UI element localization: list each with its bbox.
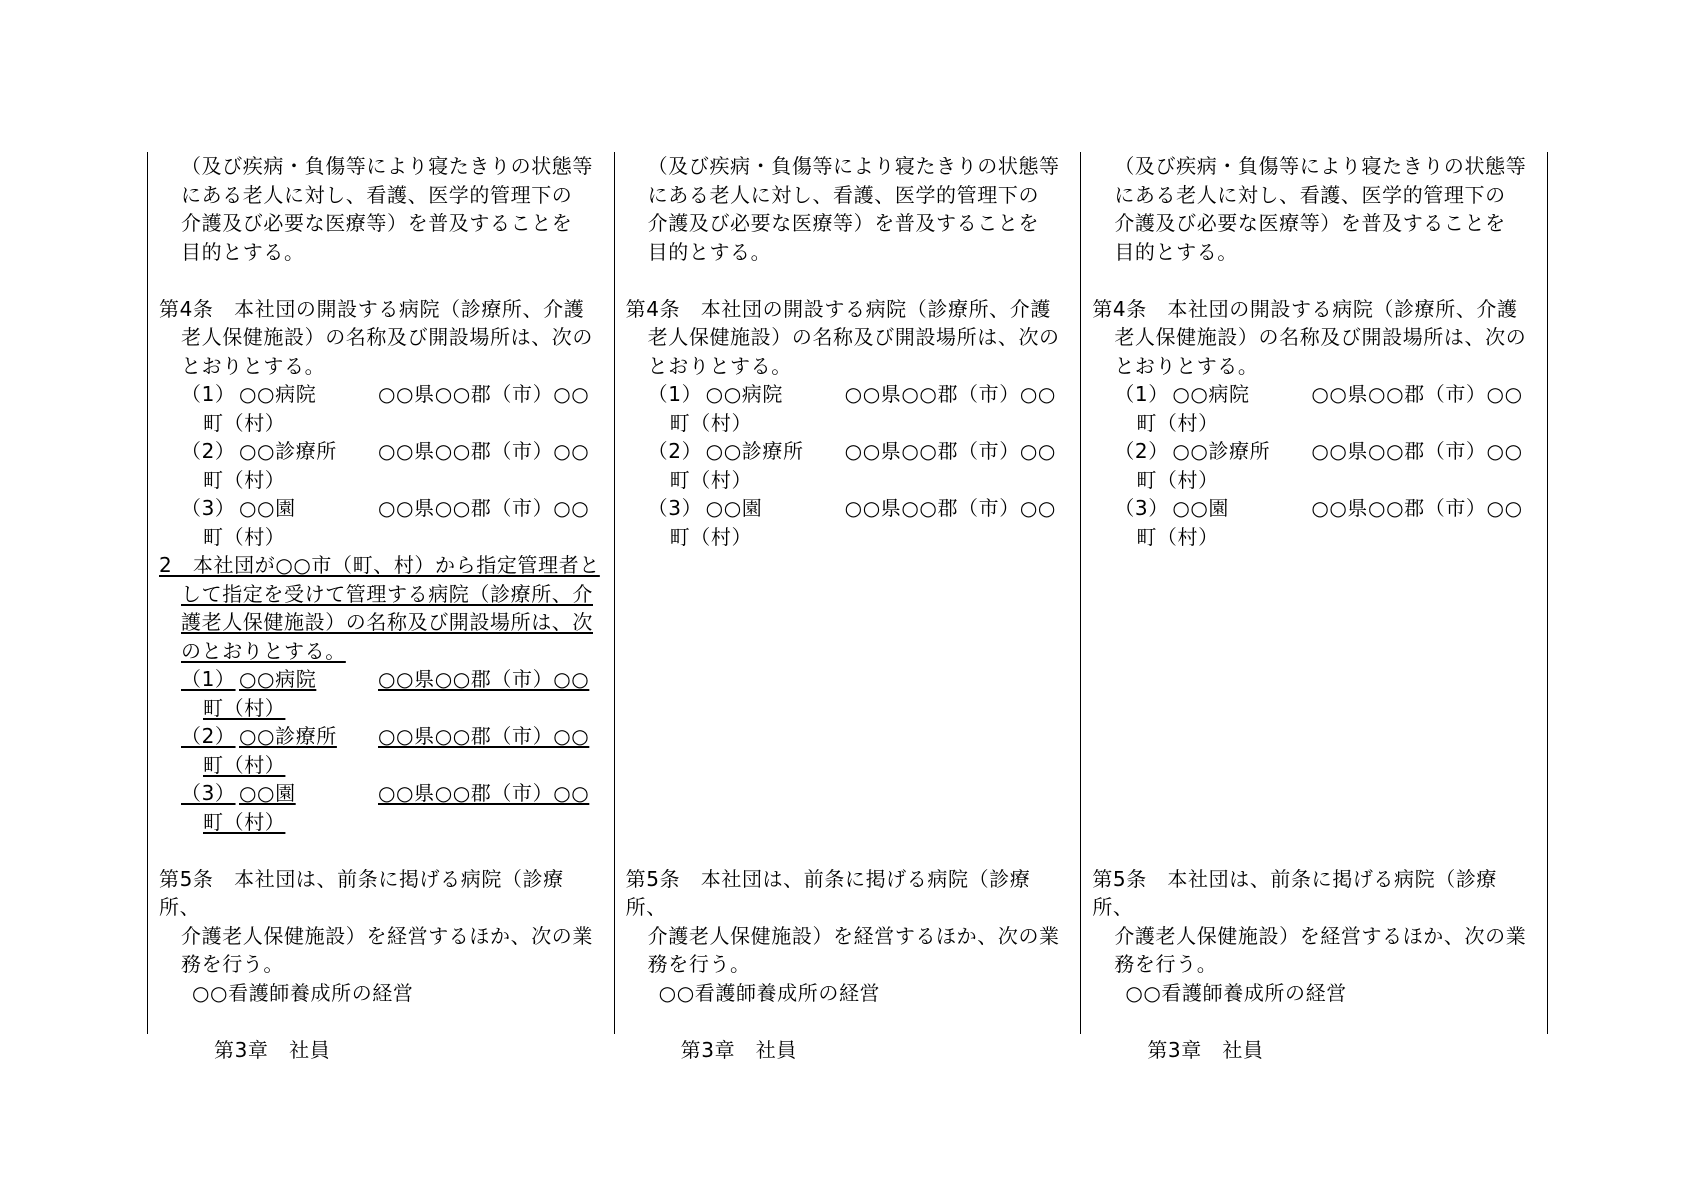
text-line: 介護老人保健施設）を経営するほか、次の業 — [181, 923, 593, 948]
facility-address: ○○県○○郡（市）○○ — [378, 781, 590, 805]
facility-address-cont: 町（村） — [1136, 410, 1219, 435]
facility-address: ○○県○○郡（市）○○ — [1311, 382, 1523, 406]
article-4-paragraph-2 — [159, 551, 604, 665]
text-line: 目的とする。 — [647, 239, 772, 264]
article-5 — [626, 865, 1071, 1008]
article-5 — [1092, 865, 1537, 1008]
chapter-heading: 第3章 社員 — [680, 1037, 797, 1062]
text-line: 介護及び必要な医療等）を普及することを — [1114, 211, 1506, 235]
facility-list-2 — [159, 665, 604, 836]
item-number: （3） — [647, 496, 703, 520]
item-number: （3） — [181, 496, 236, 520]
facility-item — [626, 437, 1071, 494]
chapter-heading: 第3章 社員 — [1147, 1037, 1264, 1062]
chapter-heading: 第3章 社員 — [214, 1037, 331, 1062]
text-line: （及び疾病・負傷等により寝たきりの状態等 — [1114, 154, 1527, 178]
text-line: 介護老人保健施設）を経営するほか、次の業 — [1114, 923, 1527, 948]
text-line: 目的とする。 — [181, 239, 305, 264]
facility-item — [626, 494, 1071, 551]
text-line: 護老人保健施設）の名称及び開設場所は、次 — [181, 610, 593, 634]
facility-item — [159, 494, 604, 551]
facility-address: ○○県○○郡（市）○○ — [1311, 496, 1523, 520]
item-number: （2） — [647, 439, 703, 463]
text-line: 2 本社団が○○市（町、村）から指定管理者と — [159, 553, 600, 577]
facility-name: ○○病院 — [239, 667, 317, 691]
text-line: 務を行う。 — [647, 952, 751, 976]
facility-item — [626, 380, 1071, 437]
item-number: （1） — [181, 382, 236, 406]
facility-address: ○○県○○郡（市）○○ — [1311, 439, 1523, 463]
text-line: して指定を受けて管理する病院（診療所、介 — [181, 581, 593, 606]
text-line: とおりとする。 — [181, 353, 326, 378]
text-line: 老人保健施設）の名称及び開設場所は、次の — [181, 325, 593, 349]
facility-item — [159, 779, 604, 836]
comparison-table — [147, 152, 1548, 1062]
item-number: （3） — [181, 781, 236, 805]
facility-name: ○○診療所 — [705, 439, 804, 463]
text-line: とおりとする。 — [647, 353, 792, 378]
article-4-heading: 第4条 本社団の開設する病院（診療所、介護 — [625, 296, 1051, 321]
facility-address-cont: 町（村） — [203, 809, 286, 834]
facility-address-cont: 町（村） — [1136, 524, 1219, 549]
article-5-heading: 第5条 本社団は、前条に掲げる病院（診療所、 — [1092, 866, 1498, 919]
item-number: （1） — [647, 382, 703, 406]
facility-address: ○○県○○郡（市）○○ — [378, 724, 590, 748]
facility-address-cont: 町（村） — [203, 752, 286, 777]
business-item: ○○看護師養成所の経営 — [658, 980, 881, 1005]
item-number: （2） — [181, 724, 236, 748]
item-number: （3） — [1114, 496, 1169, 520]
text-line: にある老人に対し、看護、医学的管理下の — [647, 182, 1040, 207]
text-line: 介護及び必要な医療等）を普及することを — [647, 211, 1040, 235]
facility-name: ○○診療所 — [239, 439, 337, 463]
item-number: （1） — [181, 667, 236, 691]
item-number: （1） — [1114, 382, 1169, 406]
facility-name: ○○病院 — [705, 382, 783, 406]
business-item: ○○看護師養成所の経営 — [1125, 980, 1347, 1005]
facility-address-cont: 町（村） — [203, 695, 286, 720]
text-line: （及び疾病・負傷等により寝たきりの状態等 — [181, 154, 593, 178]
article-5-heading: 第5条 本社団は、前条に掲げる病院（診療所、 — [159, 866, 564, 919]
item-number: （2） — [1114, 439, 1169, 463]
facility-item — [159, 437, 604, 494]
text-line: 務を行う。 — [1114, 952, 1218, 976]
facility-address: ○○県○○郡（市）○○ — [378, 667, 590, 691]
text-line: のとおりとする。 — [181, 638, 346, 663]
text-line: にある老人に対し、看護、医学的管理下の — [181, 182, 573, 207]
business-item: ○○看護師養成所の経営 — [192, 980, 414, 1005]
text-line: 目的とする。 — [1114, 239, 1238, 264]
text-line: 介護及び必要な医療等）を普及することを — [181, 211, 573, 235]
facility-name: ○○園 — [239, 496, 296, 520]
text-line: （及び疾病・負傷等により寝たきりの状態等 — [647, 154, 1060, 178]
facility-name: ○○園 — [239, 781, 296, 805]
text-line: 老人保健施設）の名称及び開設場所は、次の — [647, 325, 1060, 349]
facility-name: ○○病院 — [1172, 382, 1250, 406]
facility-address-cont: 町（村） — [203, 467, 286, 492]
facility-list — [626, 380, 1071, 551]
text-line: 介護老人保健施設）を経営するほか、次の業 — [647, 923, 1060, 948]
purpose-continuation — [626, 152, 1071, 266]
article-5-heading: 第5条 本社団は、前条に掲げる病院（診療所、 — [625, 866, 1031, 919]
facility-item — [159, 665, 604, 722]
column-3 — [1081, 152, 1548, 1062]
facility-address-cont: 町（村） — [669, 410, 753, 435]
purpose-continuation — [1092, 152, 1537, 266]
facility-address-cont: 町（村） — [203, 410, 286, 435]
facility-address-cont: 町（村） — [669, 467, 753, 492]
facility-item — [1092, 494, 1537, 551]
facility-address: ○○県○○郡（市）○○ — [378, 496, 590, 520]
facility-list — [1092, 380, 1537, 551]
text-line: 務を行う。 — [181, 952, 284, 976]
facility-address-cont: 町（村） — [1136, 467, 1219, 492]
facility-address: ○○県○○郡（市）○○ — [844, 439, 1056, 463]
text-line: とおりとする。 — [1114, 353, 1259, 378]
purpose-continuation — [159, 152, 604, 266]
facility-name: ○○園 — [1172, 496, 1230, 520]
article-5 — [159, 865, 604, 1008]
facility-address: ○○県○○郡（市）○○ — [844, 496, 1056, 520]
column-2 — [615, 152, 1082, 1062]
facility-item — [1092, 437, 1537, 494]
article-4 — [626, 295, 1071, 381]
facility-item — [1092, 380, 1537, 437]
text-line: にある老人に対し、看護、医学的管理下の — [1114, 182, 1506, 207]
article-4-heading: 第4条 本社団の開設する病院（診療所、介護 — [159, 296, 585, 321]
facility-name: ○○診療所 — [1172, 439, 1271, 463]
article-4 — [159, 295, 604, 381]
column-1 — [148, 152, 615, 1062]
facility-name: ○○病院 — [239, 382, 317, 406]
facility-item — [159, 722, 604, 779]
facility-list — [159, 380, 604, 551]
facility-name: ○○園 — [705, 496, 763, 520]
facility-item — [159, 380, 604, 437]
item-number: （2） — [181, 439, 236, 463]
facility-address-cont: 町（村） — [669, 524, 753, 549]
facility-address-cont: 町（村） — [203, 524, 286, 549]
facility-address: ○○県○○郡（市）○○ — [378, 382, 590, 406]
text-line: 老人保健施設）の名称及び開設場所は、次の — [1114, 325, 1527, 349]
article-4 — [1092, 295, 1537, 381]
facility-address: ○○県○○郡（市）○○ — [378, 439, 590, 463]
article-4-heading: 第4条 本社団の開設する病院（診療所、介護 — [1092, 296, 1518, 321]
facility-address: ○○県○○郡（市）○○ — [844, 382, 1056, 406]
facility-name: ○○診療所 — [239, 724, 337, 748]
